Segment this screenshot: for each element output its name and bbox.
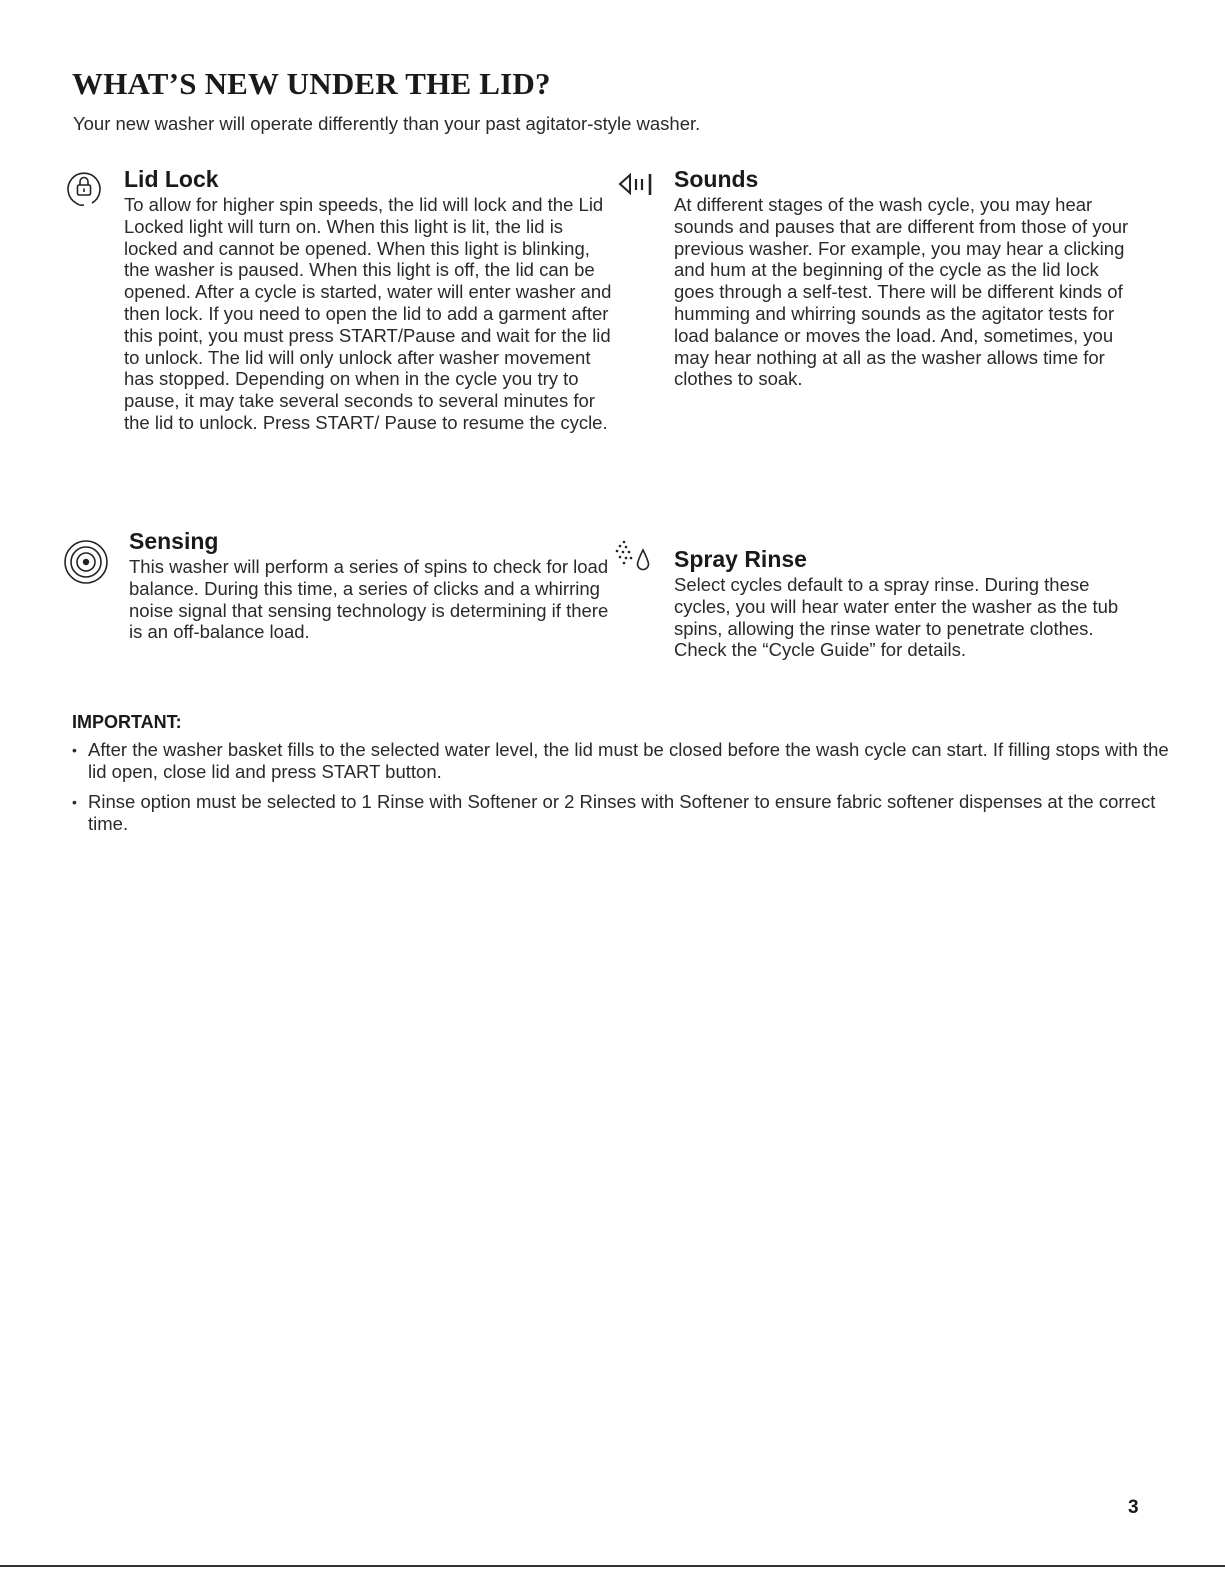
important-list	[72, 739, 1172, 835]
lid-lock-text: To allow for higher spin speeds, the lid will lock and the Lid Locked light will turn on. When this light is lit, the lid is locked and cannot be opened. When this light is blinking, the washer is paused. When this light is off, the lid can be opened. After a cycle is started, water will enter washer and then lock. If you need to open the lid to add a garment after this point, you must press START/Pause and wait for the lid to unlock. The lid will only unlock after washer movement has stopped. Depending on when in the cycle you try to pause, it may take several seconds to several minutes for the lid to unlock. Press START/ Pause to resume the cycle.	[124, 194, 612, 433]
important-item-text: After the washer basket fills to the selected water level, the lid must be closed before the wash cycle can start. If filling stops with the lid open, close lid and press START button.	[88, 739, 1169, 782]
intro-text: Your new washer will operate differently than your past agitator-style washer.	[73, 113, 701, 134]
important-notes	[72, 712, 1172, 843]
spray-drop-icon	[612, 536, 660, 585]
lock-icon	[62, 166, 106, 215]
bullet: •	[72, 742, 77, 758]
list-item	[72, 739, 1172, 783]
sounds-text: At different stages of the wash cycle, you may hear sounds and pauses that are different from those of your previous washer. For example, you may hear a clicking and hum at the beginning of the cycle as the lid lock goes through a self-test. There will be different kinds of humming and whirring sounds as the agitator tests for load balance or moves the load. And, sometimes, you may hear nothing at all as the washer allows time for clothes to soak.	[674, 194, 1129, 390]
speaker-icon	[618, 170, 664, 203]
sensing-heading: Sensing	[129, 528, 219, 554]
important-heading: IMPORTANT:	[72, 712, 182, 732]
sensing-text: This washer will perform a series of spins to check for load balance. During this time, a series of clicks and a whirring noise signal that sensing technology is determining if there is an off-balance load.	[129, 556, 609, 643]
page-title: WHAT’S NEW UNDER THE LID?	[72, 66, 551, 101]
sounds-heading: Sounds	[674, 166, 759, 192]
page-bottom-rule	[0, 1565, 1225, 1567]
spray-rinse-text: Select cycles default to a spray rinse. During these cycles, you will hear water enter the washer as the tub spins, allowing the rinse water to penetrate clothes. Check the “Cycle Guide” for details.	[674, 574, 1119, 661]
bullet: •	[72, 794, 77, 810]
page-number: 3	[1128, 1497, 1139, 1518]
important-item-text: Rinse option must be selected to 1 Rinse with Softener or 2 Rinses with Softener to ensure fabric softener dispenses at the correct time.	[88, 791, 1156, 834]
lid-lock-heading: Lid Lock	[124, 166, 219, 192]
list-item	[72, 791, 1172, 835]
sensing-icon	[62, 538, 110, 591]
spray-rinse-heading: Spray Rinse	[674, 546, 807, 572]
